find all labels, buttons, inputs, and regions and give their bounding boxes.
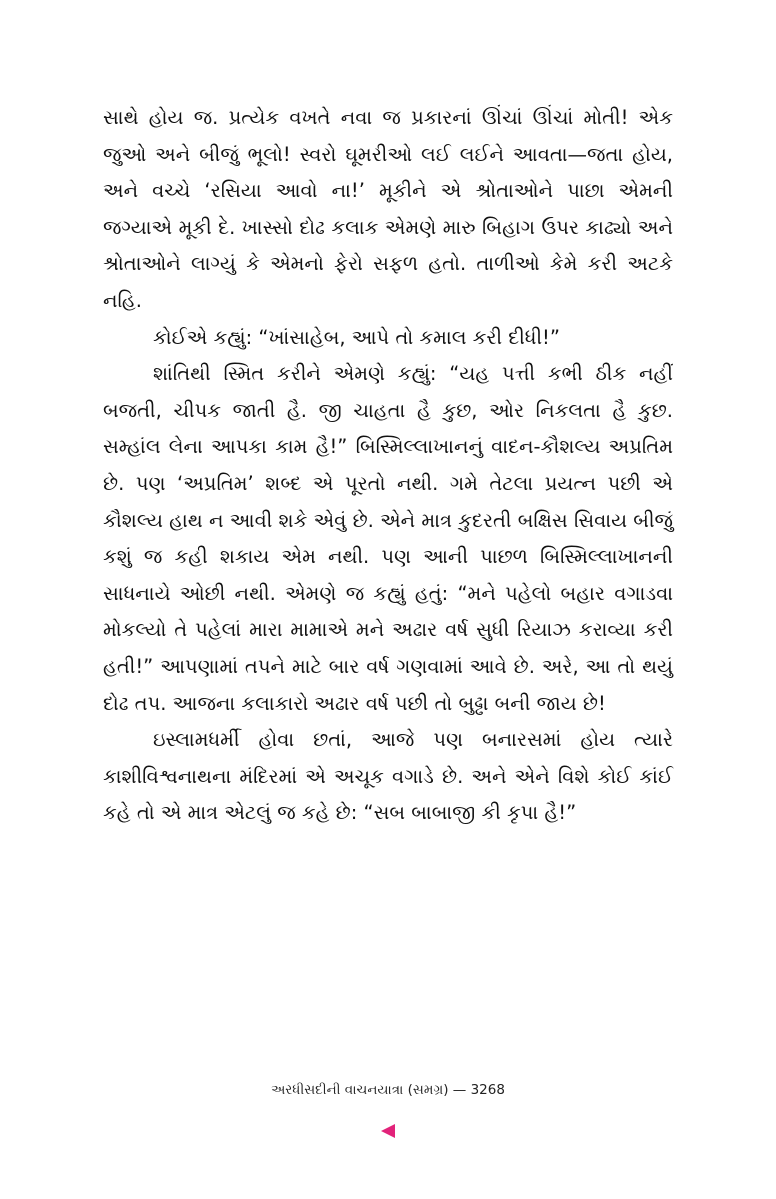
paragraph-2: કોઈએ કહ્યું: “ખાંસાહેબ, આપે તો કમાલ કરી દીધી!” xyxy=(153,325,560,349)
paragraph-3: શાંતિથી સ્મિત કરીને એમણે કહ્યું: “યહ પત્તી કભી ઠીક નહીં બજતી, ચીપક જાતી હૈ. જી ચાહતા હૈ કુછ, ઓર નિકલતા હૈ કુછ. સમ્હાંલ લેના આપકા કામ હૈ!” બિસ્મિલ્લાખાનનું વાદન-કૌશલ્ય અપ્રતિમ છે. પણ ‘અપ્રતિમ’ શબ્દ એ પૂરતો નથી. ગમે તેટલા પ્રયત્ન પછી એ કૌશલ્ય હાથ ન આવી શકે એવું છે. એને માત્ર કુદરતી બક્ષિસ સિવાય બીજું કશું જ કહી શકાય એમ નથી. પણ આની પાછળ બિસ્મિલ્લાખાનની સાધનાયે ઓછી નથી. એમણે જ કહ્યું હતું: “મને પહેલો બહાર વગાડવા મોકલ્યો તે પહેલાં મારા મામાએ મને અઢાર વર્ષ સુધી રિયાઝ કરાવ્યા કરી હતી!” આપણામાં તપને માટે બાર વર્ષ ગણવામાં આવે છે. અરે, આ તો થયું દોઢ તપ. આજના કલાકારો અઢાર વર્ષ પછી તો બુઢ્ઢા બની જાય છે! xyxy=(103,362,673,715)
paragraph-4: ઇસ્લામધર્મી હોવા છતાં, આજે પણ બનારસમાં હોય ત્યારે કાશીવિશ્વનાથના મંદિરમાં એ અચૂક વગાડે છે. અને એને વિશે કોઈ કાંઈ કહે તો એ માત્ર એટલું જ કહે છે: “સબ બાબાજી કી કૃપા હૈ!” xyxy=(103,728,673,825)
page-footer xyxy=(0,1082,776,1098)
page-body xyxy=(103,100,673,832)
footer-book-title-page-number: અરધીસદીની વાચનયાત્રા (સમગ્ર) — 3268 xyxy=(271,1082,505,1098)
paragraph-1: સાથે હોય જ. પ્રત્યેક વખતે નવા જ પ્રકારનાં ઊંચાં ઊંચાં મોતી! એક જુઓ અને બીજું ભૂલો! સ્વરો ઘૂમરીઓ લઈ લઈને આવતા—જતા હોય, અને વચ્ચે ‘રસિયા આવો ના!’ મૂકીને એ શ્રોતાઓને પાછા એમની જગ્યાએ મૂકી દે. ખાસ્સો દોઢ કલાક એમણે મારુ બિહાગ ઉપર કાઢ્યો અને શ્રોતાઓને લાગ્યું કે એમનો ફેરો સફળ હતો. તાળીઓ કેમે કરી અટકે નહિ. xyxy=(103,106,673,312)
previous-page-arrow-icon[interactable] xyxy=(381,1124,395,1138)
